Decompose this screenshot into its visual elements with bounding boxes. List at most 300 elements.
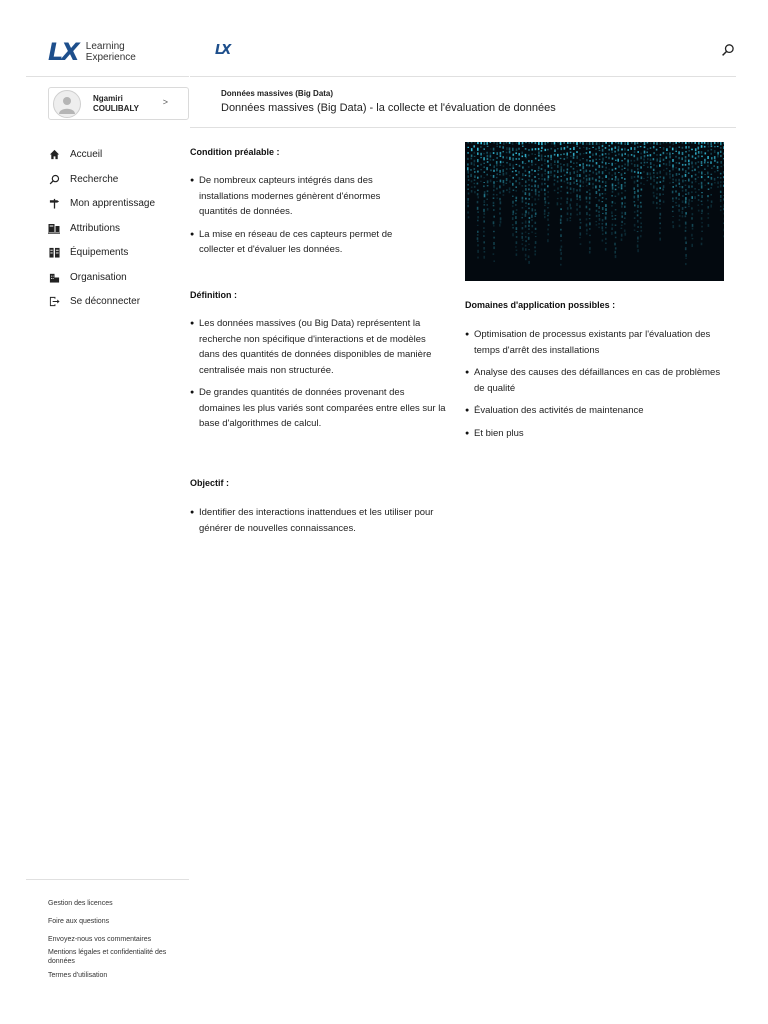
rain-glyph: [528, 188, 530, 190]
rain-glyph: [659, 227, 661, 228]
rain-glyph: [528, 198, 530, 200]
rain-glyph: [685, 242, 687, 245]
rain-glyph: [672, 182, 674, 183]
rain-glyph: [637, 198, 639, 200]
rain-glyph: [487, 146, 489, 147]
rain-glyph: [624, 223, 626, 225]
logo-line-1: Learning: [85, 41, 125, 52]
rain-glyph: [487, 155, 489, 158]
rain-glyph: [637, 231, 639, 232]
rain-glyph: [483, 153, 485, 155]
nav-label: Recherche: [70, 173, 119, 185]
rain-glyph: [685, 151, 687, 153]
rain-glyph: [547, 142, 549, 143]
header-logo[interactable]: LX: [215, 43, 230, 58]
rain-glyph: [621, 221, 623, 223]
rain-glyph: [493, 152, 495, 154]
rain-glyph: [637, 237, 639, 240]
rain-glyph: [522, 166, 524, 168]
rain-glyph: [618, 146, 620, 149]
rain-glyph: [500, 161, 502, 164]
rain-glyph: [487, 194, 489, 196]
rain-glyph: [557, 202, 559, 205]
rain-glyph: [627, 160, 629, 163]
rain-glyph: [682, 180, 684, 183]
rain-glyph: [567, 157, 569, 159]
rain-glyph: [711, 201, 713, 203]
rain-glyph: [516, 142, 518, 144]
rain-glyph: [509, 142, 511, 144]
rain-glyph: [602, 193, 604, 195]
rain-glyph: [698, 166, 700, 168]
rain-glyph: [541, 183, 543, 186]
rain-glyph: [679, 162, 681, 164]
rain-glyph: [624, 182, 626, 184]
footer-link-faq[interactable]: Foire aux questions: [48, 918, 110, 925]
rain-glyph: [701, 165, 703, 166]
rain-glyph: [516, 197, 518, 200]
rain-glyph: [513, 154, 515, 156]
rain-glyph: [595, 197, 597, 198]
rain-glyph: [714, 178, 716, 181]
rain-glyph: [720, 195, 722, 198]
rain-glyph: [589, 148, 591, 149]
rain-glyph: [624, 203, 626, 204]
user-profile-card[interactable]: [48, 87, 189, 120]
rain-glyph: [516, 231, 518, 233]
rain-glyph: [685, 207, 687, 209]
nav-item-attributions[interactable]: [48, 222, 120, 234]
rain-glyph: [598, 211, 600, 213]
rain-glyph: [621, 202, 623, 204]
rain-glyph: [499, 198, 501, 201]
rain-glyph: [503, 173, 505, 176]
avatar: [53, 90, 81, 118]
footer-link-legal[interactable]: Mentions légales et confidentialité des données: [48, 949, 167, 965]
rain-glyph: [499, 212, 501, 214]
footer-link-licences[interactable]: Gestion des licences: [48, 900, 113, 907]
rain-glyph: [528, 208, 530, 210]
rain-glyph: [516, 174, 518, 175]
rain-glyph: [647, 172, 649, 175]
rain-glyph: [621, 154, 623, 157]
rain-glyph: [512, 224, 514, 226]
rain-glyph: [647, 167, 649, 168]
rain-glyph: [496, 181, 498, 182]
rain-glyph: [685, 215, 687, 217]
rain-glyph: [541, 179, 543, 180]
rain-glyph: [650, 177, 652, 180]
rain-glyph: [659, 223, 661, 225]
nav-label: Mon apprentissage: [70, 197, 156, 209]
rain-glyph: [522, 197, 524, 200]
rain-glyph: [605, 147, 607, 149]
rain-glyph: [609, 142, 611, 143]
rain-glyph: [493, 197, 495, 199]
rain-glyph: [550, 163, 552, 166]
rain-glyph: [531, 197, 533, 198]
nav-item-accueil[interactable]: [48, 148, 102, 160]
sidebar-divider-top: [26, 76, 189, 77]
rain-glyph: [724, 229, 725, 232]
rain-glyph: [605, 189, 607, 192]
rain-glyph: [493, 260, 495, 262]
rain-glyph: [641, 230, 643, 232]
rain-glyph: [710, 161, 712, 164]
rain-glyph: [698, 151, 700, 154]
rain-glyph: [720, 191, 722, 193]
rain-glyph: [643, 171, 645, 173]
rain-glyph: [522, 173, 524, 176]
rain-glyph: [531, 215, 533, 218]
list-item: ● Les données massives (ou Big Data) représentent la recherche non spécifique d'interactions et de modèles dans des quantités de données disponibles de manière centralisée mais non structurée.: [190, 316, 448, 378]
rain-glyph: [660, 176, 662, 178]
rain-glyph: [499, 192, 501, 194]
rain-glyph: [637, 214, 639, 216]
rain-glyph: [554, 183, 556, 185]
rain-glyph: [570, 220, 572, 221]
rain-glyph: [659, 238, 661, 241]
nav-item-mon-apprentissage[interactable]: [48, 197, 155, 209]
rain-glyph: [605, 162, 607, 164]
rain-glyph: [528, 212, 530, 215]
rain-glyph: [701, 231, 703, 232]
rain-glyph: [586, 142, 588, 145]
rain-glyph: [612, 191, 614, 193]
rain-glyph: [685, 258, 687, 259]
rain-glyph: [695, 192, 697, 193]
rain-glyph: [644, 162, 646, 164]
rain-glyph: [698, 171, 700, 173]
rain-glyph: [611, 205, 613, 206]
rain-glyph: [650, 154, 652, 156]
rain-glyph: [496, 161, 498, 164]
nav-item-se-deconnecter[interactable]: [48, 295, 140, 307]
rain-glyph: [701, 201, 703, 202]
rain-glyph: [685, 189, 687, 192]
sidebar-divider-bottom: [26, 879, 189, 880]
nav-item-equipements[interactable]: [48, 246, 128, 258]
rain-glyph: [691, 149, 693, 151]
rain-glyph: [720, 155, 722, 157]
rain-glyph: [467, 189, 469, 190]
rain-glyph: [599, 185, 601, 188]
rain-glyph: [515, 204, 517, 206]
rain-glyph: [685, 197, 687, 200]
rain-glyph: [506, 142, 508, 143]
rain-glyph: [570, 182, 572, 185]
rain-glyph: [663, 159, 665, 161]
nav-item-organisation[interactable]: [48, 271, 127, 283]
rain-glyph: [484, 251, 486, 253]
rain-glyph: [695, 178, 697, 180]
rain-glyph: [637, 184, 639, 187]
rain-glyph: [611, 148, 613, 151]
rain-glyph: [621, 149, 623, 151]
rain-glyph: [650, 159, 652, 162]
rain-glyph: [471, 186, 473, 188]
rain-glyph: [695, 157, 697, 159]
rain-glyph: [691, 207, 693, 209]
rain-glyph: [496, 146, 498, 147]
rain-glyph: [493, 148, 495, 151]
rain-glyph: [570, 217, 572, 219]
rain-glyph: [698, 161, 700, 162]
rain-glyph: [678, 174, 680, 175]
footer-link-feedback[interactable]: Envoyez-nous vos commentaires: [48, 936, 152, 943]
rain-glyph: [599, 176, 601, 179]
rain-glyph: [707, 156, 709, 159]
rain-glyph: [499, 174, 501, 175]
rain-glyph: [692, 155, 694, 157]
rain-glyph: [544, 178, 546, 180]
rain-glyph: [621, 184, 623, 187]
rain-glyph: [550, 175, 552, 176]
rain-glyph: [669, 164, 671, 166]
rain-glyph: [609, 172, 611, 175]
rain-glyph: [618, 166, 620, 168]
rain-glyph: [650, 162, 652, 165]
rain-glyph: [535, 250, 537, 252]
rain-glyph: [618, 187, 620, 189]
rain-glyph: [474, 191, 476, 193]
rain-glyph: [531, 164, 533, 166]
rain-glyph: [554, 142, 556, 145]
rain-glyph: [560, 249, 562, 252]
rain-glyph: [561, 197, 563, 199]
rain-glyph: [663, 163, 665, 165]
rain-glyph: [525, 225, 527, 227]
rain-glyph: [515, 152, 517, 154]
rain-glyph: [659, 200, 661, 203]
rain-glyph: [675, 167, 677, 169]
rain-glyph: [538, 174, 540, 176]
rain-glyph: [528, 142, 530, 144]
user-icon: [56, 93, 78, 115]
rain-glyph: [496, 173, 498, 175]
rain-glyph: [557, 187, 559, 189]
rain-glyph: [710, 194, 712, 196]
rain-glyph: [637, 142, 639, 144]
rain-glyph: [525, 214, 527, 217]
rain-glyph: [633, 187, 635, 189]
rain-glyph: [589, 241, 591, 243]
rain-glyph: [614, 203, 616, 204]
rain-glyph: [621, 160, 623, 162]
rain-glyph: [663, 152, 665, 154]
rain-glyph: [528, 184, 530, 185]
rain-glyph: [688, 206, 690, 207]
rain-glyph: [487, 190, 489, 192]
rain-glyph: [605, 175, 607, 178]
rain-glyph: [701, 243, 703, 246]
rain-glyph: [605, 232, 607, 235]
rain-glyph: [577, 214, 579, 216]
rain-glyph: [483, 231, 485, 233]
footer-link-terms[interactable]: Termes d'utilisation: [48, 972, 108, 979]
rain-glyph: [547, 215, 549, 216]
rain-glyph: [582, 142, 584, 145]
rain-glyph: [615, 247, 617, 249]
rain-glyph: [691, 191, 693, 193]
rain-glyph: [516, 241, 518, 244]
rain-glyph: [617, 159, 619, 162]
rain-glyph: [608, 153, 610, 155]
rain-glyph: [509, 151, 511, 154]
rain-glyph: [614, 243, 616, 246]
rain-glyph: [541, 165, 543, 166]
rain-glyph: [586, 147, 588, 150]
chevron-right-icon: >: [162, 97, 168, 107]
search-icon[interactable]: [721, 43, 735, 57]
rain-glyph: [643, 159, 645, 161]
rain-glyph: [560, 158, 562, 159]
rain-glyph: [672, 159, 674, 162]
rain-glyph: [701, 151, 703, 154]
user-last-name: COULIBALY: [93, 103, 139, 113]
rain-glyph: [612, 158, 614, 160]
rain-glyph: [586, 218, 588, 220]
rain-glyph: [528, 154, 530, 156]
rain-glyph: [509, 168, 511, 169]
rain-glyph: [711, 146, 713, 148]
rain-glyph: [515, 180, 517, 182]
nav-label: Attributions: [70, 222, 121, 234]
rain-glyph: [637, 180, 639, 182]
rain-glyph: [493, 254, 495, 255]
rain-glyph: [586, 181, 588, 182]
rain-glyph: [643, 184, 645, 185]
rain-glyph: [678, 205, 680, 208]
rain-glyph: [634, 160, 636, 162]
rain-glyph: [589, 156, 591, 158]
rain-glyph: [544, 210, 546, 213]
rain-glyph: [672, 221, 674, 223]
rain-glyph: [625, 212, 627, 215]
rain-glyph: [522, 248, 524, 251]
rain-glyph: [634, 171, 636, 173]
rain-glyph: [685, 200, 687, 203]
rain-glyph: [535, 236, 537, 237]
rain-glyph: [573, 147, 575, 150]
rain-glyph: [599, 159, 601, 160]
rain-glyph: [653, 179, 655, 182]
rain-glyph: [717, 186, 719, 188]
nav-label: Équipements: [70, 246, 129, 258]
rain-glyph: [596, 204, 598, 207]
rain-glyph: [509, 147, 511, 150]
rain-glyph: [691, 234, 693, 237]
rain-glyph: [678, 179, 680, 182]
rain-glyph: [580, 142, 582, 144]
rain-glyph: [493, 209, 495, 210]
rain-glyph: [602, 149, 604, 152]
rain-glyph: [528, 149, 530, 151]
rain-glyph: [506, 157, 508, 159]
rain-glyph: [569, 204, 571, 207]
rain-glyph: [650, 172, 652, 175]
rain-glyph: [467, 152, 469, 154]
rain-glyph: [484, 171, 486, 173]
rain-glyph: [637, 195, 639, 198]
rain-glyph: [627, 149, 629, 151]
rain-glyph: [528, 249, 530, 250]
rain-glyph: [672, 148, 674, 151]
rain-glyph: [484, 204, 486, 205]
rain-glyph: [576, 203, 578, 206]
rain-glyph: [589, 189, 591, 191]
rain-glyph: [611, 228, 613, 231]
rain-glyph: [531, 232, 533, 233]
rain-glyph: [516, 236, 518, 238]
rain-glyph: [628, 154, 630, 157]
rain-glyph: [596, 224, 598, 225]
nav-item-recherche[interactable]: [48, 173, 118, 185]
rain-glyph: [583, 147, 585, 148]
rain-glyph: [624, 158, 626, 159]
rain-glyph: [512, 227, 514, 229]
rain-glyph: [500, 180, 502, 183]
rain-glyph: [596, 191, 598, 194]
rain-glyph: [624, 178, 626, 180]
rain-glyph: [701, 192, 703, 193]
rain-glyph: [531, 179, 533, 182]
rain-glyph: [691, 162, 693, 165]
rain-glyph: [608, 157, 610, 159]
rain-glyph: [714, 182, 716, 183]
rain-glyph: [682, 207, 684, 210]
rain-glyph: [708, 217, 710, 218]
rain-glyph: [631, 176, 633, 179]
rain-glyph: [576, 194, 578, 197]
rain-glyph: [531, 153, 533, 155]
rain-glyph: [621, 216, 623, 218]
rain-glyph: [720, 161, 722, 164]
rain-glyph: [666, 172, 668, 175]
rain-glyph: [682, 211, 684, 214]
rain-glyph: [579, 219, 581, 221]
rain-glyph: [538, 199, 540, 201]
rain-glyph: [547, 160, 549, 162]
rain-glyph: [534, 185, 536, 188]
rain-glyph: [701, 185, 703, 188]
rain-glyph: [598, 146, 600, 149]
rain-glyph: [544, 163, 546, 164]
rain-glyph: [688, 146, 690, 148]
rain-glyph: [567, 198, 569, 200]
rain-glyph: [586, 185, 588, 187]
rain-glyph: [708, 182, 710, 184]
rain-glyph: [659, 217, 661, 219]
rain-glyph: [564, 147, 566, 150]
rain-glyph: [560, 163, 562, 165]
rain-glyph: [467, 184, 469, 185]
rain-glyph: [659, 157, 661, 160]
rain-glyph: [544, 213, 546, 215]
rain-glyph: [717, 152, 719, 155]
rain-glyph: [602, 207, 604, 210]
app-logo[interactable]: [48, 38, 136, 66]
rain-glyph: [605, 227, 607, 228]
rain-glyph: [723, 235, 724, 237]
rain-glyph: [656, 142, 658, 145]
rain-glyph: [513, 168, 515, 170]
rain-glyph: [666, 148, 668, 151]
rain-glyph: [720, 206, 722, 208]
rain-glyph: [548, 165, 550, 168]
rain-glyph: [548, 171, 550, 174]
rain-glyph: [551, 142, 553, 145]
